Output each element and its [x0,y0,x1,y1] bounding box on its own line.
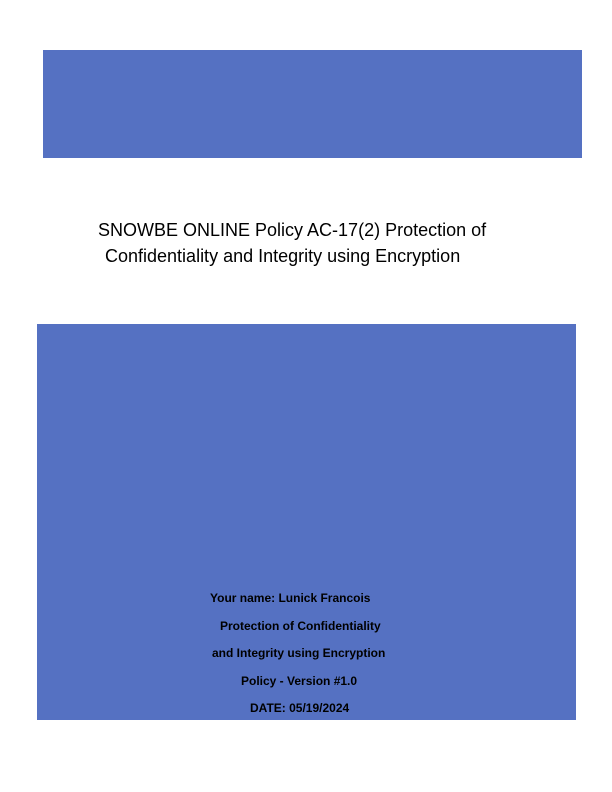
author-name: Your name: Lunick Francois [210,591,371,605]
document-title-line-2: Confidentiality and Integrity using Encryption [105,246,461,266]
document-title-line-1: SNOWBE ONLINE Policy AC-17(2) Protection of [98,220,487,240]
header-banner [43,50,582,158]
policy-title-line-1: Protection of Confidentiality [220,619,381,633]
policy-title-line-2: and Integrity using Encryption [212,646,386,660]
cover-block [37,324,576,720]
policy-version: Policy - Version #1.0 [241,674,358,688]
policy-date: DATE: 05/19/2024 [250,701,350,715]
